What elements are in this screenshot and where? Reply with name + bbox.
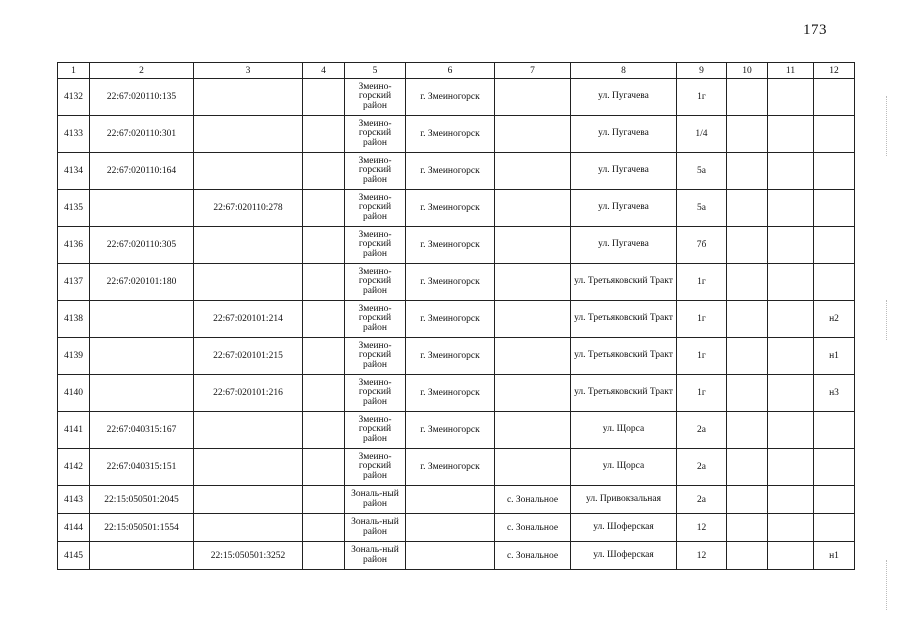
table-cell: с. Зональное bbox=[495, 542, 571, 570]
table-cell: 22:67:020101:180 bbox=[90, 264, 194, 301]
table-cell bbox=[814, 486, 855, 514]
table-cell: ул. Пугачева bbox=[571, 79, 677, 116]
table-cell: 4141 bbox=[58, 412, 90, 449]
table-cell: н1 bbox=[814, 338, 855, 375]
table-cell bbox=[727, 375, 768, 412]
table-cell: 4138 bbox=[58, 301, 90, 338]
table-cell: 7б bbox=[677, 227, 727, 264]
table-cell: 4132 bbox=[58, 79, 90, 116]
table-cell bbox=[768, 486, 814, 514]
table-cell: ул. Привокзальная bbox=[571, 486, 677, 514]
table-cell bbox=[303, 301, 345, 338]
table-cell: 1г bbox=[677, 338, 727, 375]
table-row bbox=[58, 375, 855, 412]
table-cell: 22:15:050501:2045 bbox=[90, 486, 194, 514]
table-cell: 22:67:020101:214 bbox=[194, 301, 303, 338]
table-cell: Змеино-горский район bbox=[345, 116, 406, 153]
table-cell bbox=[814, 264, 855, 301]
table-cell: ул. Третьяковский Тракт bbox=[571, 375, 677, 412]
table-cell: 4134 bbox=[58, 153, 90, 190]
table-cell bbox=[727, 79, 768, 116]
table-cell: ул. Щорса bbox=[571, 449, 677, 486]
table-cell: ул. Пугачева bbox=[571, 116, 677, 153]
table-cell: 22:15:050501:1554 bbox=[90, 514, 194, 542]
table-cell: ул. Шоферская bbox=[571, 514, 677, 542]
table-cell bbox=[768, 301, 814, 338]
column-header: 9 bbox=[677, 63, 727, 79]
table-cell: 4142 bbox=[58, 449, 90, 486]
table-cell bbox=[495, 264, 571, 301]
table-row bbox=[58, 301, 855, 338]
table-cell bbox=[495, 190, 571, 227]
column-header: 5 bbox=[345, 63, 406, 79]
table-cell bbox=[768, 449, 814, 486]
table-cell bbox=[90, 338, 194, 375]
table-cell: 1/4 bbox=[677, 116, 727, 153]
table-cell: Змеино-горский район bbox=[345, 153, 406, 190]
table-cell bbox=[303, 153, 345, 190]
column-header: 10 bbox=[727, 63, 768, 79]
table-cell bbox=[727, 542, 768, 570]
table-cell: г. Змеиногорск bbox=[406, 153, 495, 190]
table-cell bbox=[727, 514, 768, 542]
table-cell: Змеино-горский район bbox=[345, 227, 406, 264]
table-cell bbox=[90, 190, 194, 227]
table-cell bbox=[303, 486, 345, 514]
table-cell: 1г bbox=[677, 79, 727, 116]
column-header: 2 bbox=[90, 63, 194, 79]
table-cell: 1г bbox=[677, 375, 727, 412]
table-cell: 4136 bbox=[58, 227, 90, 264]
table-cell: 4144 bbox=[58, 514, 90, 542]
table-cell: 1г bbox=[677, 301, 727, 338]
table-cell bbox=[727, 338, 768, 375]
table-cell bbox=[768, 79, 814, 116]
table-cell bbox=[727, 116, 768, 153]
table-cell bbox=[406, 542, 495, 570]
table-cell bbox=[495, 79, 571, 116]
table-cell bbox=[727, 153, 768, 190]
table-cell bbox=[814, 153, 855, 190]
table-cell bbox=[814, 412, 855, 449]
table-cell bbox=[303, 190, 345, 227]
table-cell: с. Зональное bbox=[495, 514, 571, 542]
table-cell: Змеино-горский район bbox=[345, 375, 406, 412]
table-cell bbox=[768, 542, 814, 570]
table-cell bbox=[768, 153, 814, 190]
table-cell: Змеино-горский район bbox=[345, 79, 406, 116]
table-cell: 4137 bbox=[58, 264, 90, 301]
table-cell bbox=[303, 449, 345, 486]
table-cell: Зональ-ный район bbox=[345, 486, 406, 514]
table-cell: 22:15:050501:3252 bbox=[194, 542, 303, 570]
table-cell: Зональ-ный район bbox=[345, 514, 406, 542]
table-row bbox=[58, 79, 855, 116]
table-cell: ул. Третьяковский Тракт bbox=[571, 301, 677, 338]
table-cell: г. Змеиногорск bbox=[406, 301, 495, 338]
table-cell: Змеино-горский район bbox=[345, 449, 406, 486]
table-row bbox=[58, 190, 855, 227]
table-cell bbox=[495, 338, 571, 375]
table-cell: 22:67:020101:216 bbox=[194, 375, 303, 412]
table-cell: 12 bbox=[677, 542, 727, 570]
table-cell: с. Зональное bbox=[495, 486, 571, 514]
scan-margin-mark bbox=[886, 560, 888, 610]
table-cell bbox=[194, 227, 303, 264]
table-cell bbox=[814, 79, 855, 116]
table-cell: ул. Пугачева bbox=[571, 190, 677, 227]
table-cell: 12 bbox=[677, 514, 727, 542]
table-cell bbox=[768, 375, 814, 412]
column-header: 3 bbox=[194, 63, 303, 79]
table-header-row bbox=[58, 63, 855, 79]
table-cell bbox=[303, 412, 345, 449]
table-cell: 22:67:040315:167 bbox=[90, 412, 194, 449]
table-cell bbox=[768, 190, 814, 227]
column-header: 1 bbox=[58, 63, 90, 79]
table-cell bbox=[495, 116, 571, 153]
table-row bbox=[58, 486, 855, 514]
column-header: 11 bbox=[768, 63, 814, 79]
table-cell bbox=[194, 116, 303, 153]
table-cell bbox=[194, 153, 303, 190]
table-cell: Змеино-горский район bbox=[345, 190, 406, 227]
table-cell bbox=[303, 227, 345, 264]
scan-margin-mark bbox=[886, 96, 888, 156]
table-cell bbox=[727, 412, 768, 449]
table-cell: ул. Пугачева bbox=[571, 153, 677, 190]
table-cell: 4133 bbox=[58, 116, 90, 153]
page-number: 173 bbox=[803, 22, 827, 38]
scan-margin-mark bbox=[886, 300, 888, 340]
table-cell: 4140 bbox=[58, 375, 90, 412]
column-header: 8 bbox=[571, 63, 677, 79]
table-cell: ул. Третьяковский Тракт bbox=[571, 338, 677, 375]
table-cell bbox=[768, 412, 814, 449]
table-cell bbox=[194, 449, 303, 486]
table-cell: г. Змеиногорск bbox=[406, 227, 495, 264]
table-cell bbox=[406, 486, 495, 514]
register-table bbox=[57, 62, 855, 570]
table-cell: ул. Шоферская bbox=[571, 542, 677, 570]
table-cell bbox=[90, 542, 194, 570]
table-cell bbox=[727, 301, 768, 338]
table-cell: н3 bbox=[814, 375, 855, 412]
table-cell: 22:67:020110:301 bbox=[90, 116, 194, 153]
table-cell: 4135 bbox=[58, 190, 90, 227]
table-cell: 2а bbox=[677, 486, 727, 514]
table-row bbox=[58, 449, 855, 486]
table-cell: 4139 bbox=[58, 338, 90, 375]
table-cell bbox=[495, 153, 571, 190]
table-cell bbox=[495, 412, 571, 449]
table-cell bbox=[727, 486, 768, 514]
table-cell: Зональ-ный район bbox=[345, 542, 406, 570]
table-cell: г. Змеиногорск bbox=[406, 116, 495, 153]
column-header: 12 bbox=[814, 63, 855, 79]
table-cell: 4143 bbox=[58, 486, 90, 514]
table-cell bbox=[768, 338, 814, 375]
table-cell bbox=[194, 514, 303, 542]
table-row bbox=[58, 227, 855, 264]
table-cell bbox=[303, 116, 345, 153]
table-cell bbox=[814, 190, 855, 227]
table-cell: г. Змеиногорск bbox=[406, 412, 495, 449]
table-cell bbox=[814, 116, 855, 153]
table-cell: 22:67:020101:215 bbox=[194, 338, 303, 375]
table-cell: Змеино-горский район bbox=[345, 412, 406, 449]
table-cell bbox=[303, 79, 345, 116]
column-header: 7 bbox=[495, 63, 571, 79]
table-cell: г. Змеиногорск bbox=[406, 79, 495, 116]
table-cell: 1г bbox=[677, 264, 727, 301]
table-cell: г. Змеиногорск bbox=[406, 338, 495, 375]
table-cell bbox=[814, 449, 855, 486]
table-cell: г. Змеиногорск bbox=[406, 190, 495, 227]
table-cell bbox=[814, 227, 855, 264]
table-cell: 5а bbox=[677, 190, 727, 227]
table-cell bbox=[90, 301, 194, 338]
table-cell bbox=[727, 449, 768, 486]
table-cell: г. Змеиногорск bbox=[406, 264, 495, 301]
table-cell: 22:67:040315:151 bbox=[90, 449, 194, 486]
table-cell bbox=[768, 227, 814, 264]
table-cell: 22:67:020110:278 bbox=[194, 190, 303, 227]
table-cell bbox=[768, 514, 814, 542]
table-cell bbox=[495, 301, 571, 338]
table-cell: н1 bbox=[814, 542, 855, 570]
table-cell bbox=[194, 486, 303, 514]
table-row bbox=[58, 338, 855, 375]
table-cell: 4145 bbox=[58, 542, 90, 570]
table-cell: Змеино-горский район bbox=[345, 264, 406, 301]
table-cell: ул. Третьяковский Тракт bbox=[571, 264, 677, 301]
table-cell bbox=[768, 264, 814, 301]
table-cell bbox=[495, 375, 571, 412]
table-cell: 2а bbox=[677, 449, 727, 486]
table-cell: Змеино-горский район bbox=[345, 301, 406, 338]
table-row bbox=[58, 542, 855, 570]
table-cell bbox=[303, 264, 345, 301]
table-cell: г. Змеиногорск bbox=[406, 375, 495, 412]
table-row bbox=[58, 514, 855, 542]
table-row bbox=[58, 412, 855, 449]
table-cell bbox=[303, 375, 345, 412]
table-cell: н2 bbox=[814, 301, 855, 338]
table-row bbox=[58, 153, 855, 190]
table-cell: Змеино-горский район bbox=[345, 338, 406, 375]
table-cell bbox=[814, 514, 855, 542]
table-row bbox=[58, 116, 855, 153]
column-header: 4 bbox=[303, 63, 345, 79]
table-cell: ул. Пугачева bbox=[571, 227, 677, 264]
table-cell bbox=[194, 412, 303, 449]
table-cell bbox=[495, 449, 571, 486]
column-header: 6 bbox=[406, 63, 495, 79]
table-cell: 5а bbox=[677, 153, 727, 190]
table-cell bbox=[90, 375, 194, 412]
table-cell bbox=[303, 542, 345, 570]
table-cell: 2а bbox=[677, 412, 727, 449]
table-cell: 22:67:020110:305 bbox=[90, 227, 194, 264]
table-cell: 22:67:020110:164 bbox=[90, 153, 194, 190]
table-cell bbox=[727, 227, 768, 264]
table-cell: г. Змеиногорск bbox=[406, 449, 495, 486]
table-cell bbox=[727, 190, 768, 227]
table-cell: ул. Щорса bbox=[571, 412, 677, 449]
table-cell bbox=[303, 514, 345, 542]
table-row bbox=[58, 264, 855, 301]
table-cell bbox=[727, 264, 768, 301]
table-cell bbox=[194, 264, 303, 301]
table-cell bbox=[768, 116, 814, 153]
table-cell bbox=[303, 338, 345, 375]
table-cell bbox=[495, 227, 571, 264]
table-cell bbox=[194, 79, 303, 116]
table-cell bbox=[406, 514, 495, 542]
table-cell: 22:67:020110:135 bbox=[90, 79, 194, 116]
